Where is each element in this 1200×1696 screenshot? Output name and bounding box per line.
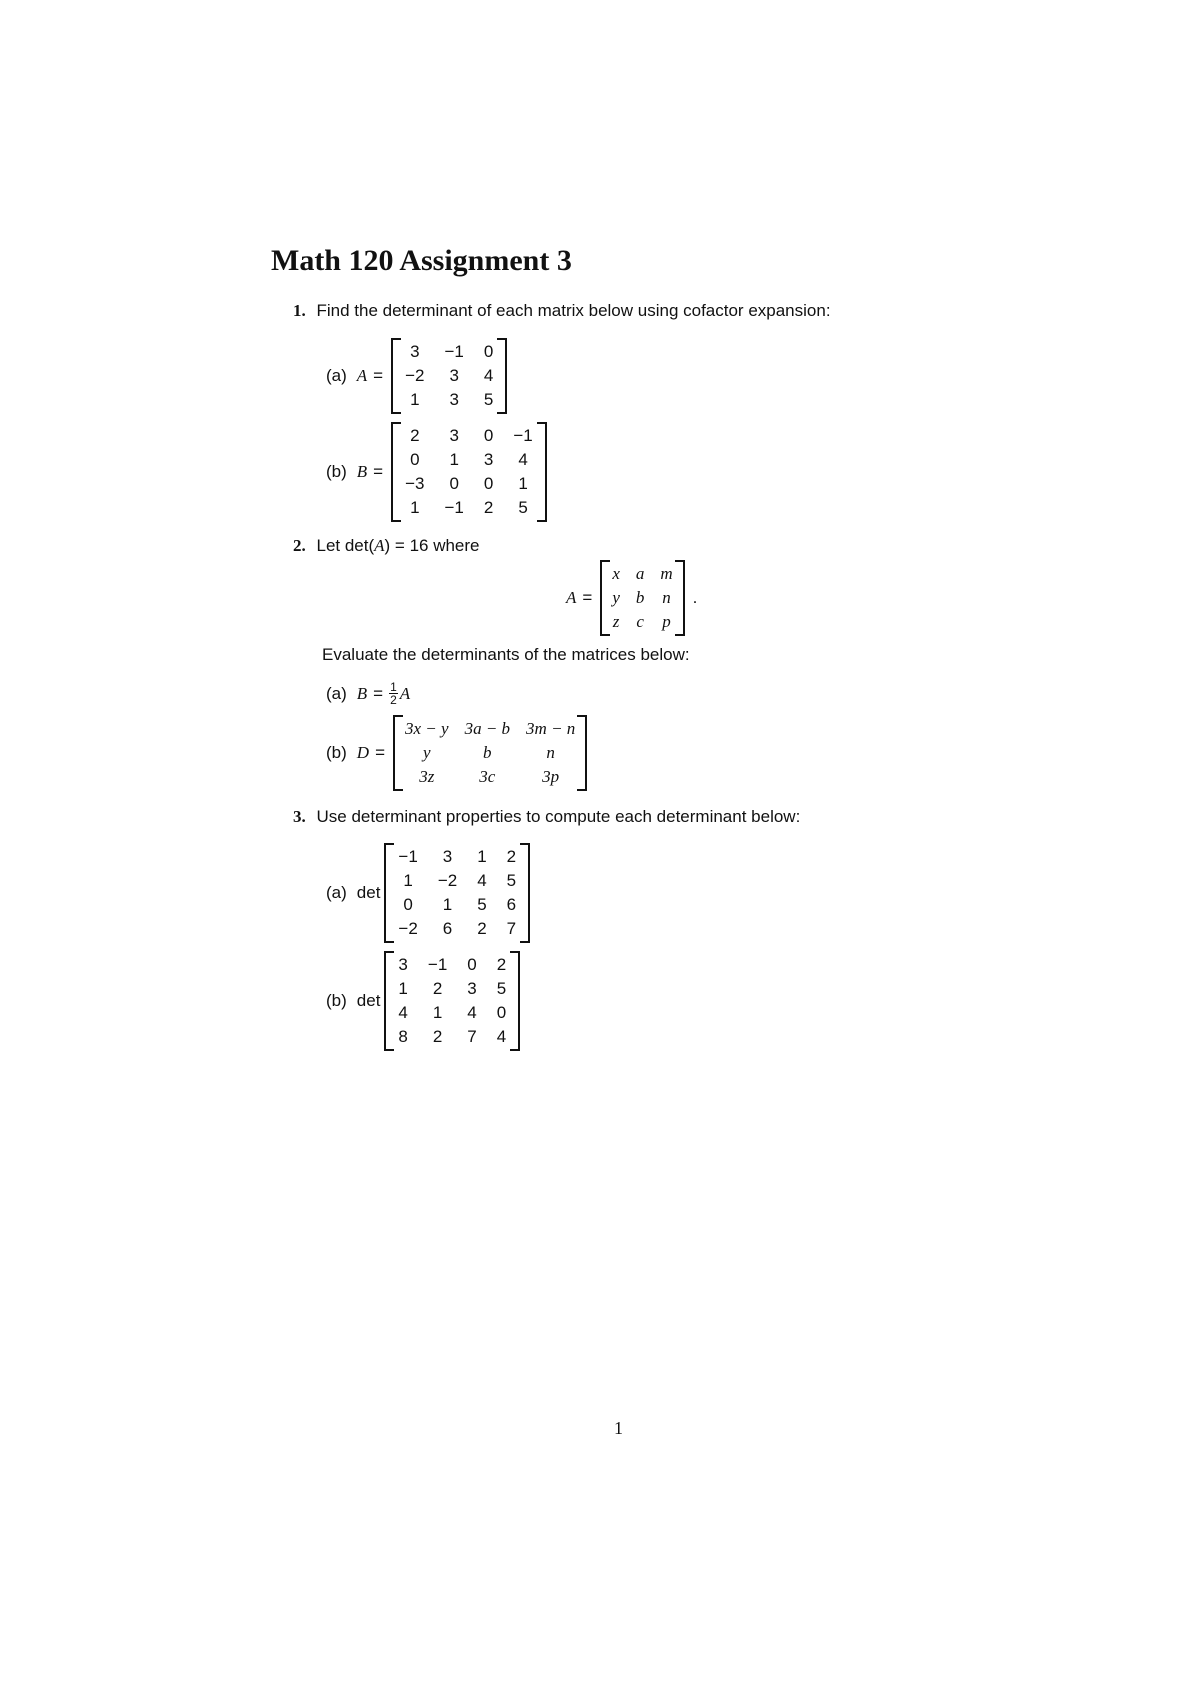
matrix-entry: 3: [442, 847, 453, 866]
matrix-entry: −1: [513, 426, 533, 445]
matrix-entry: 3c: [479, 767, 496, 786]
matrix-entry: 2: [432, 979, 443, 998]
matrix-lhs: [357, 743, 385, 763]
matrix-grid: [395, 424, 543, 520]
matrix-row: [388, 1001, 516, 1025]
matrix-row: [395, 496, 543, 520]
matrix-row: [397, 741, 583, 765]
matrix-entry: 3: [449, 426, 459, 445]
matrix-entry: 1: [410, 498, 420, 517]
matrix-A: [391, 338, 507, 414]
matrix-entry: 3: [449, 366, 459, 385]
question-3: [293, 807, 800, 827]
matrix-entry: n: [546, 743, 555, 762]
matrix-name: D: [356, 743, 370, 762]
matrix-entry: 3m − n: [526, 719, 576, 738]
fraction-denominator: 2: [390, 693, 397, 707]
matrix-entry: 4: [467, 1003, 477, 1022]
matrix-entry: 1: [398, 979, 408, 998]
matrix-row: [397, 717, 583, 741]
page-title: Math 120 Assignment 3: [271, 244, 572, 277]
matrix-entry: 0: [410, 450, 420, 469]
matrix-row: [388, 869, 526, 893]
matrix-entry: 4: [496, 1027, 507, 1046]
matrix-entry: 0: [467, 955, 477, 974]
question-text: Use determinant properties to compute each determinant below:: [316, 807, 801, 826]
q3a-equation: [326, 843, 530, 943]
matrix-D: [393, 715, 587, 791]
matrix-entry: y: [612, 588, 620, 607]
q2a-equation: [326, 681, 410, 706]
matrix-entry: 6: [442, 919, 453, 938]
part-label: (b): [326, 462, 347, 481]
matrix-row: [395, 424, 543, 448]
matrix-entry: b: [635, 588, 645, 607]
part-label: (b): [326, 991, 347, 1010]
matrix-name: B: [356, 462, 368, 481]
matrix-A-symbolic: [600, 560, 684, 636]
matrix-entry: −2: [437, 871, 458, 890]
matrix-entry: 0: [449, 474, 459, 493]
part-label: (a): [326, 683, 347, 703]
equals-sign: =: [373, 366, 384, 385]
matrix-grid: [395, 340, 503, 412]
matrix-entry: 0: [483, 426, 494, 445]
matrix-entry: 7: [506, 919, 517, 938]
question-text-var: A: [374, 536, 385, 555]
matrix-row: [388, 893, 526, 917]
matrix-entry: n: [662, 588, 671, 607]
det-operator: det: [356, 991, 381, 1010]
matrix-entry: 1: [477, 847, 487, 866]
matrix-entry: −1: [444, 498, 464, 517]
matrix-row: [397, 765, 583, 789]
matrix-entry: 1: [410, 390, 420, 409]
matrix-entry: 2: [496, 955, 507, 974]
matrix-entry: p: [662, 612, 671, 631]
matrix-entry: 1: [403, 871, 413, 890]
equals-sign: =: [375, 743, 385, 762]
fraction-one-half: [389, 681, 398, 706]
matrix-entry: 5: [483, 390, 494, 409]
matrix-entry: 4: [518, 450, 528, 469]
matrix-row: [604, 586, 680, 610]
matrix-name: A: [566, 588, 577, 607]
matrix-row: [388, 1025, 516, 1049]
matrix-grid: [397, 717, 583, 789]
matrix-entry: 4: [398, 1003, 408, 1022]
matrix-entry: 3p: [542, 767, 560, 786]
matrix-row: [395, 448, 543, 472]
matrix-entry: 8: [398, 1027, 408, 1046]
q1b-equation: [326, 422, 547, 522]
matrix-row: [604, 562, 680, 586]
matrix-lhs: [357, 462, 383, 482]
matrix-row: [388, 977, 516, 1001]
q2b-equation: [326, 715, 587, 791]
equals-sign: =: [373, 462, 384, 481]
matrix-entry: 2: [483, 498, 494, 517]
matrix-entry: m: [660, 564, 673, 583]
matrix-entry: c: [636, 612, 644, 631]
matrix-entry: 1: [518, 474, 528, 493]
matrix-row: [395, 388, 503, 412]
matrix-entry: 3x − y: [405, 719, 449, 738]
question-text-post: ) = 16 where: [384, 536, 480, 555]
question-text: Find the determinant of each matrix below using cofactor expansion:: [316, 301, 831, 320]
evaluate-text: Evaluate the determinants of the matrices below:: [322, 645, 690, 664]
q2-display-equation: [566, 560, 697, 636]
matrix-entry: z: [612, 612, 620, 631]
matrix-entry: 2: [506, 847, 517, 866]
matrix-entry: −3: [405, 474, 425, 493]
matrix-row: [388, 845, 526, 869]
matrix-entry: 0: [496, 1003, 507, 1022]
question-2: [293, 536, 480, 556]
fraction-numerator: 1: [390, 680, 397, 694]
question-text-pre: Let det(: [316, 536, 375, 555]
matrix-lhs: [566, 588, 592, 608]
det-operator: det: [356, 883, 381, 902]
question-number: 3.: [293, 807, 306, 826]
matrix-entry: 1: [432, 1003, 443, 1022]
equals-sign: =: [582, 588, 593, 607]
period: .: [692, 588, 698, 607]
matrix-entry: −2: [405, 366, 425, 385]
matrix-entry: 0: [483, 342, 494, 361]
matrix-entry: 5: [496, 979, 507, 998]
matrix-entry: 2: [410, 426, 420, 445]
matrix-entry: −2: [398, 919, 418, 938]
matrix-entry: −1: [427, 955, 448, 974]
matrix-entry: 3a − b: [464, 719, 511, 738]
matrix-entry: 1: [449, 450, 459, 469]
question-number: 1.: [293, 301, 306, 320]
part-label: (a): [326, 366, 347, 385]
matrix-entry: 3: [449, 390, 459, 409]
equals-sign: =: [373, 683, 384, 703]
matrix-entry: 4: [477, 871, 487, 890]
matrix-entry: y: [423, 743, 431, 762]
matrix-name: B: [356, 683, 368, 703]
matrix-entry: 5: [477, 895, 487, 914]
matrix-entry: x: [612, 564, 620, 583]
matrix-entry: b: [483, 743, 492, 762]
matrix-entry: 3z: [419, 767, 435, 786]
page-number: 1: [614, 1418, 623, 1438]
matrix-entry: 7: [467, 1027, 477, 1046]
matrix-q3b: [384, 951, 520, 1051]
matrix-entry: 4: [483, 366, 494, 385]
matrix-entry: 6: [506, 895, 517, 914]
question-1: [293, 301, 831, 321]
matrix-entry: 3: [410, 342, 420, 361]
matrix-entry: 2: [477, 919, 487, 938]
matrix-row: [604, 610, 680, 634]
q3b-equation: [326, 951, 520, 1051]
part-label: (a): [326, 883, 347, 902]
matrix-entry: 3: [467, 979, 477, 998]
matrix-row: [388, 953, 516, 977]
q1a-equation: [326, 338, 507, 414]
part-label: (b): [326, 743, 347, 762]
rhs-var: A: [399, 683, 411, 703]
matrix-entry: 0: [483, 474, 494, 493]
matrix-entry: 5: [518, 498, 528, 517]
matrix-B: [391, 422, 547, 522]
matrix-q3a: [384, 843, 530, 943]
matrix-row: [395, 364, 503, 388]
matrix-entry: −1: [444, 342, 464, 361]
matrix-lhs: [357, 366, 383, 386]
matrix-entry: −1: [398, 847, 418, 866]
matrix-entry: 3: [483, 450, 494, 469]
matrix-entry: 0: [403, 895, 413, 914]
matrix-entry: 3: [398, 955, 408, 974]
matrix-entry: 5: [506, 871, 517, 890]
matrix-entry: 1: [442, 895, 453, 914]
matrix-name: A: [356, 366, 368, 385]
matrix-entry: a: [635, 564, 645, 583]
matrix-row: [395, 472, 543, 496]
matrix-entry: 2: [432, 1027, 443, 1046]
matrix-row: [388, 917, 526, 941]
matrix-row: [395, 340, 503, 364]
matrix-grid: [388, 845, 526, 941]
question-number: 2.: [293, 536, 306, 555]
matrix-grid: [604, 562, 680, 634]
matrix-grid: [388, 953, 516, 1049]
